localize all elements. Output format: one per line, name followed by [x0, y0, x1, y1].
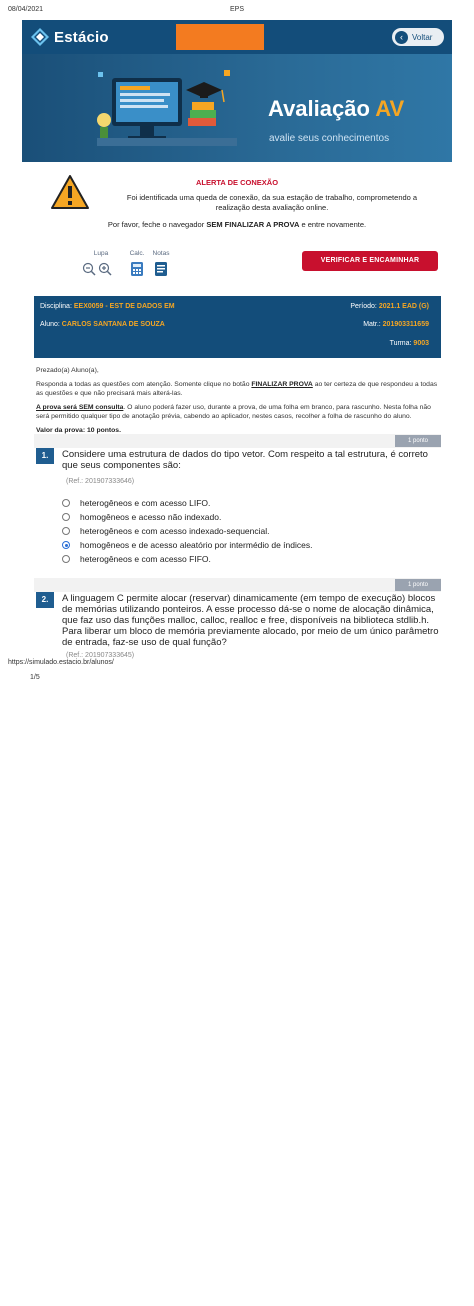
print-header	[8, 6, 466, 18]
question-1-text: Considere uma estrutura de dados do tipo vetor. Com respeito a tal estrutura, é correto que seus componentes são:	[62, 449, 428, 471]
exam-value: Valor da prova: 10 pontos.	[36, 427, 121, 434]
back-button-label: Voltar	[412, 32, 433, 42]
connection-alert	[22, 162, 452, 254]
evaluation-banner	[22, 54, 452, 162]
discipline-value: EEX0059 - EST DE DADOS EM	[73, 303, 175, 310]
orange-highlight-bar	[176, 24, 264, 50]
discipline-info: Disciplina: EEX0059 - EST DE DADOS EM	[40, 303, 175, 310]
period-info: Período: 2021.1 EAD (G)	[350, 303, 429, 310]
estacio-logo-icon	[30, 27, 50, 47]
option-1c[interactable]: heterogêneos e com acesso indexado-sequencial.	[62, 525, 270, 537]
alert-title: ALERTA DE CONEXÃO	[195, 178, 279, 187]
enrollment-value: 201903311659	[382, 321, 429, 328]
question-2-ref: (Ref.: 201907333645)	[66, 652, 135, 659]
student-name: CARLOS SANTANA DE SOUZA	[61, 321, 165, 328]
option-1d[interactable]: homogêneos e de acesso aleatório por intermédio de índices.	[62, 539, 312, 551]
tool-calculator[interactable]	[124, 250, 150, 277]
radio-button[interactable]	[62, 527, 70, 535]
tool-lupa	[88, 250, 114, 257]
banner-illustration	[92, 60, 242, 160]
print-url: https://simulado.estacio.br/alunos/	[8, 659, 114, 666]
tool-lupa-label: Lupa	[93, 250, 109, 257]
question-1-number: 1.	[36, 448, 54, 464]
radio-button[interactable]	[62, 513, 70, 521]
banner-title: Avaliação AV	[268, 96, 405, 121]
option-1a[interactable]: heterogêneos e com acesso LIFO.	[62, 497, 210, 509]
enrollment-info: Matr.: 201903311659	[363, 321, 429, 328]
tool-notas-label: Notas	[152, 250, 170, 257]
period-value: 2021.1 EAD (G)	[378, 303, 429, 310]
banner-subtitle: avalie seus conhecimentos	[269, 133, 390, 144]
question-2-points: 1 ponto	[395, 579, 441, 591]
print-page-counter: 1/5	[30, 674, 460, 1306]
print-footer	[8, 654, 466, 681]
option-1b[interactable]: homogêneos e acesso não indexado.	[62, 511, 221, 523]
option-1e[interactable]: heterogêneos e com acesso FIFO.	[62, 553, 211, 565]
chevron-left-icon: ‹	[395, 31, 408, 44]
calculator-icon	[129, 261, 145, 277]
top-bar	[22, 20, 452, 54]
student-info-panel	[34, 296, 441, 358]
print-date: 08/04/2021	[8, 6, 44, 13]
zoom-controls	[82, 262, 112, 276]
radio-button[interactable]	[62, 555, 70, 563]
alert-message: Foi identificada uma queda de conexão, da sua estação de trabalho, comprometendo a realização desta avaliação online.	[126, 193, 418, 212]
brand-name: Estácio	[54, 28, 109, 46]
verify-and-submit-button[interactable]: VERIFICAR E ENCAMINHAR	[302, 251, 438, 271]
radio-button[interactable]	[62, 499, 70, 507]
student-info: Aluno: CARLOS SANTANA DE SOUZA	[40, 321, 165, 328]
notes-icon	[153, 261, 169, 277]
question-2-header	[34, 578, 441, 592]
back-button[interactable]	[392, 28, 444, 46]
estacio-logo[interactable]	[30, 26, 109, 48]
exam-page	[22, 20, 452, 659]
question-2-number: 2.	[36, 592, 54, 608]
greeting: Prezado(a) Aluno(a),	[36, 367, 99, 374]
tool-calc-label: Calc.	[129, 250, 145, 257]
tool-notes[interactable]	[148, 250, 174, 277]
question-1-ref: (Ref.: 201907333646)	[66, 478, 135, 485]
class-value: 9003	[413, 340, 429, 347]
question-1-points: 1 ponto	[395, 435, 441, 447]
print-doc-title: EPS	[229, 6, 244, 13]
instruction-paragraph-1: Responda a todas as questões com atenção. Somente clique no botão FINALIZAR PROVA ao ter certeza de que respondeu a todas as questões e que não precisará mais alterá-las.	[36, 381, 438, 397]
instruction-paragraph-2: A prova será SEM consulta. O aluno poderá fazer uso, durante a prova, de uma folha em branco, para rascunho. Nesta folha não será permitido qualquer tipo de anotação prévia, cabendo ao aplicador, nestes casos, recolher a folha de rascunho do aluno.	[36, 404, 431, 420]
class-info: Turma: 9003	[389, 340, 429, 347]
alert-instruction: Por favor, feche o navegador SEM FINALIZAR A PROVA e entre novamente.	[107, 220, 367, 229]
zoom-in-icon[interactable]	[98, 262, 112, 276]
radio-button-selected[interactable]	[62, 541, 70, 549]
question-2-text: A linguagem C permite alocar (reservar) dinamicamente (em tempo de execução) blocos de memórias utilizando ponteiros. A esse processo dá-se o nome de alocação dinâmica, que faz uso das funções malloc, calloc, realloc e free, disponíveis na biblioteca stdlib.h. Para liberar um bloco de memória previamente alocado, por meio de um único parâmetro de entrada, faz-se uso de qual função?	[62, 593, 439, 648]
zoom-out-icon[interactable]	[82, 262, 96, 276]
question-1-header	[34, 434, 441, 448]
